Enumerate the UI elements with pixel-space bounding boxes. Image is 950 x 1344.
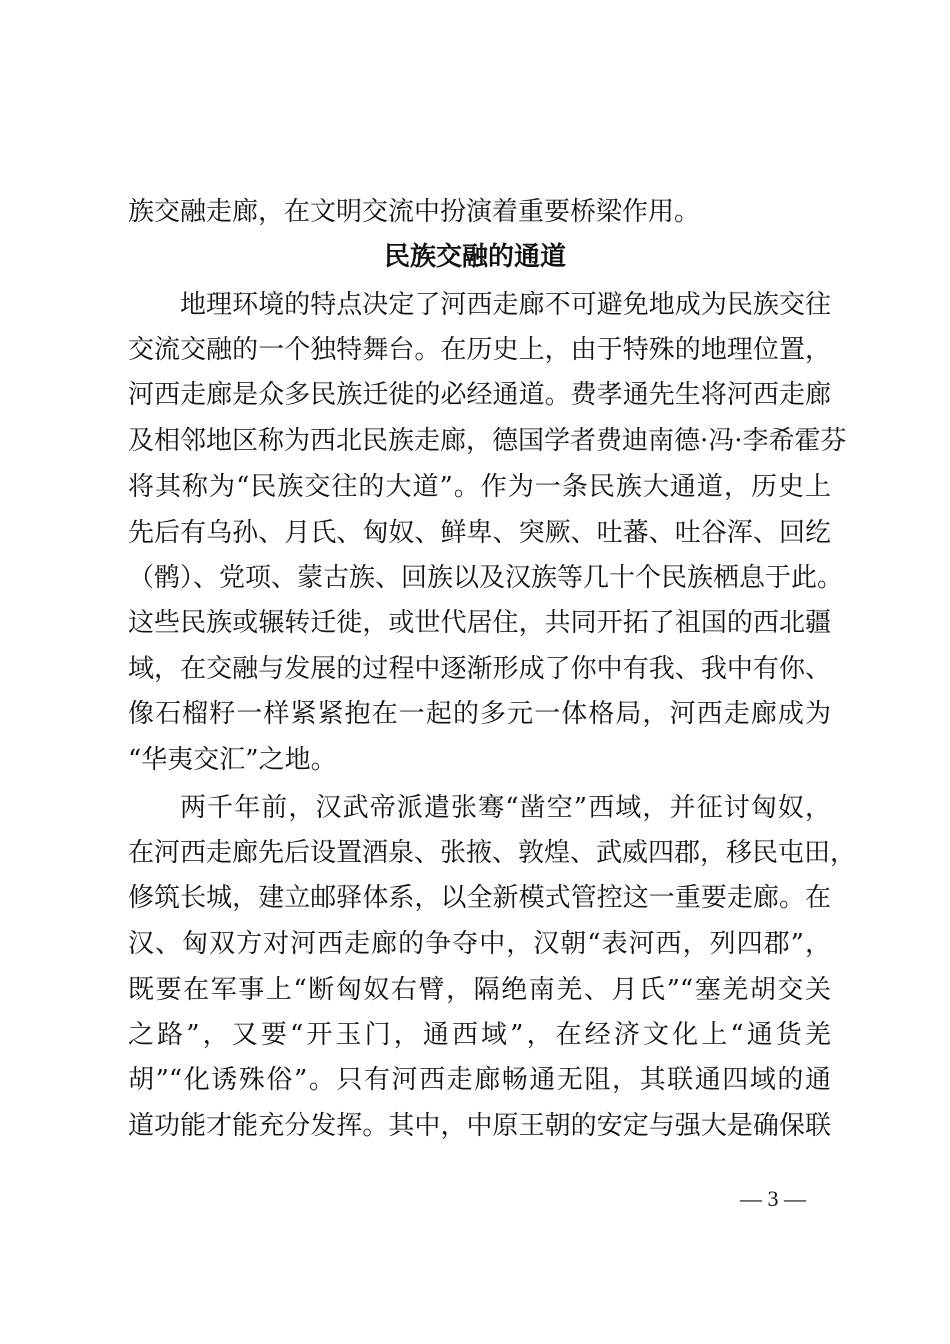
text-line: 地理环境的特点决定了河西走廊不可避免地成为民族交往 [180,290,831,320]
text-line: 道功能才能充分发挥。其中，中原王朝的安定与强大是确保联 [128,1111,831,1141]
section-title: 民族交融的通道 [383,242,566,272]
text-line: 及相邻地区称为西北民族走廊，德国学者费迪南德·冯·李希霍芬 [128,426,847,456]
lead-line: 族交融走廊，在文明交流中扮演着重要桥梁作用。 [128,197,701,227]
text-line: 修筑长城，建立邮驿体系，以全新模式管控这一重要走廊。在 [128,883,831,913]
text-line: （鹘）、党项、蒙古族、回族以及汉族等几十个民族栖息于此。 [128,563,844,593]
text-line: 域，在交融与发展的过程中逐渐形成了你中有我、我中有你、 [128,654,831,684]
text-line: 像石榴籽一样紧紧抱在一起的多元一体格局，河西走廊成为 [128,699,831,729]
text-line: 将其称为“民族交往的大道”。作为一条民族大通道，历史上 [128,472,831,502]
text-line: “华夷交汇”之地。 [128,745,337,775]
text-line: 两千年前，汉武帝派遣张骞“凿空”西域，并征讨匈奴， [180,793,831,823]
text-line: 既要在军事上“断匈奴右臂，隔绝南羌、月氏”“塞羌胡交关 [128,975,831,1005]
page-number: — 3 — [740,1186,806,1211]
text-line: 先后有乌孙、月氏、匈奴、鲜卑、突厥、吐蕃、吐谷浑、回纥 [128,518,831,548]
text-line: 汉、匈双方对河西走廊的争夺中，汉朝“表河西，列四郡”， [128,929,831,959]
text-line: 在河西走廊先后设置酒泉、张掖、敦煌、武威四郡，移民屯田， [128,838,857,868]
text-line: 这些民族或辗转迁徙，或世代居住，共同开拓了祖国的西北疆 [128,608,831,638]
text-line: 河西走廊是众多民族迁徙的必经通道。费孝通先生将河西走廊 [128,380,831,410]
text-line: 之路”，又要“开玉门，通西域”，在经济文化上“通货羌 [128,1020,831,1050]
text-line: 胡”“化诱殊俗”。只有河西走廊畅通无阻，其联通四域的通 [128,1065,831,1095]
text-line: 交流交融的一个独特舞台。在历史上，由于特殊的地理位置， [128,335,831,365]
